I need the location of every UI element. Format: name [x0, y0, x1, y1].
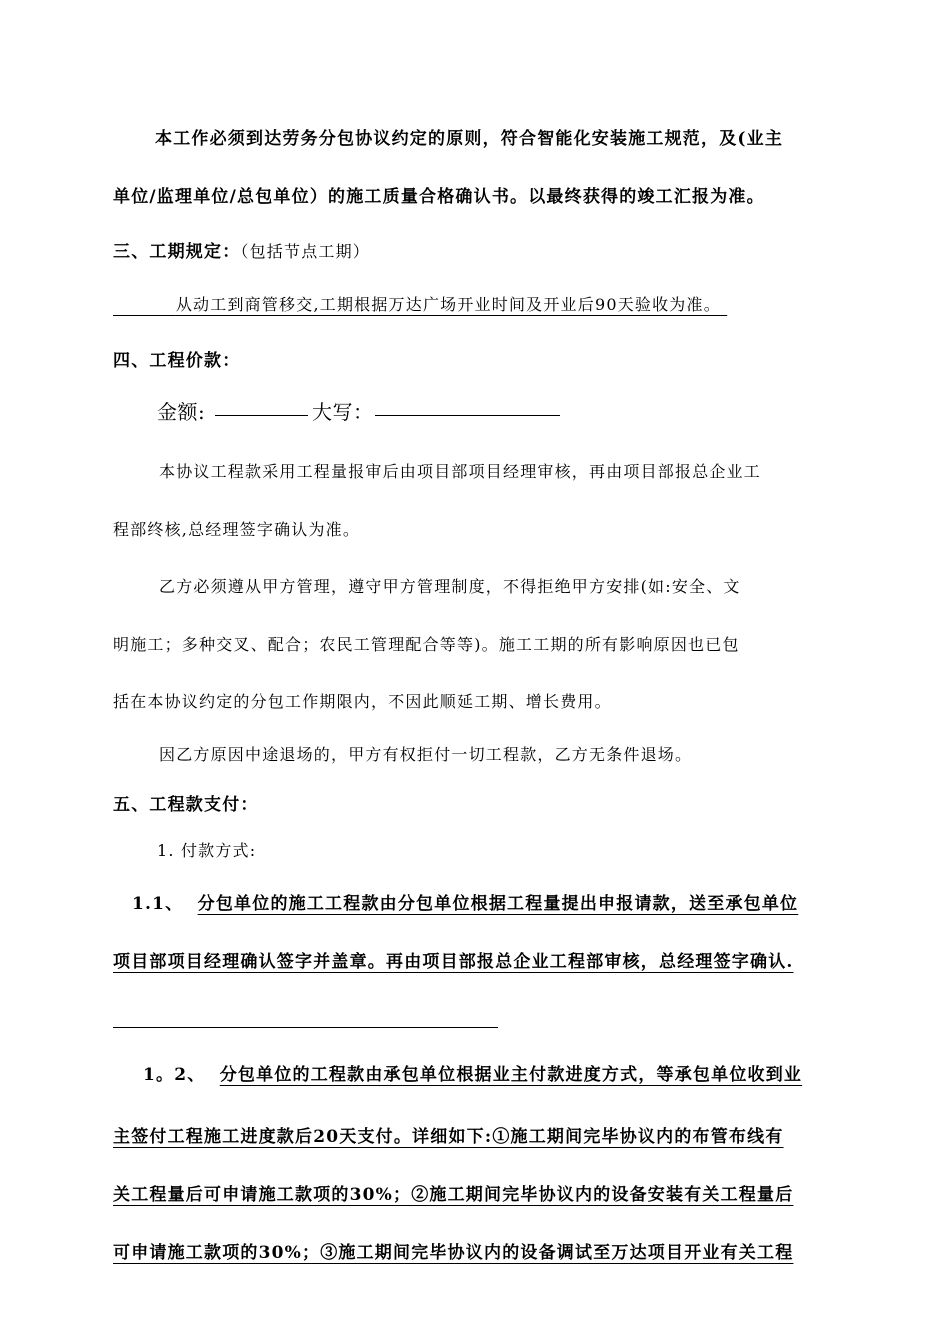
item-1-payment-method: 1. 付款方式: [157, 841, 257, 860]
item-1-2-row [143, 1060, 802, 1085]
schedule-text: 从动工到商管移交,工期根据万达广场开业时间及开业后90天验收为准。 [175, 295, 721, 314]
schedule-line [113, 292, 727, 315]
item-1-1-row [132, 889, 798, 914]
para-management-line3: 括在本协议约定的分包工作期限内，不因此顺延工期、增长费用。 [113, 692, 612, 711]
section-5-heading: 五、工程款支付： [113, 795, 259, 815]
amount-blank-line [215, 415, 308, 416]
amount-label: 金额: [157, 400, 206, 424]
section-3-heading-row [113, 237, 370, 262]
section-3-note: （包括节点工期） [240, 242, 371, 261]
section-4-heading: 四、工程价款： [113, 351, 241, 371]
item-1-2-line3: 关工程量后可申请施工款项的30%；②施工期间完毕协议内的设备安装有关工程量后 [113, 1185, 794, 1205]
separator-line [113, 1027, 498, 1028]
para-management-line1: 乙方必须遵从甲方管理，遵守甲方管理制度，不得拒绝甲方安排(如:安全、文 [159, 577, 741, 596]
para-quality-line1: 本工作必须到达劳务分包协议约定的原则，符合智能化安装施工规范，及(业主 [155, 129, 784, 149]
item-1-2-line2: 主签付工程施工进度款后20天支付。详细如下:①施工期间完毕协议内的布管布线有 [113, 1127, 784, 1147]
capital-label: 大写： [312, 400, 374, 424]
item-1-1-line2: 项目部项目经理确认签字并盖章。再由项目部报总企业工程部审核，总经理签字确认. [113, 952, 794, 972]
item-1-2-line1: 分包单位的工程款由承包单位根据业主付款进度方式，等承包单位收到业 [219, 1065, 803, 1085]
capital-blank-line [375, 415, 560, 416]
para-payment-review-line2: 程部终核,总经理签字确认为准。 [113, 520, 361, 539]
para-payment-review-line1: 本协议工程款采用工程量报审后由项目部项目经理审核，再由项目部报总企业工 [159, 462, 762, 481]
item-1-1-number: 1.1、 [132, 894, 184, 914]
item-1-1-line1: 分包单位的施工工程款由分包单位根据工程量提出申报请款，送至承包单位 [197, 894, 799, 914]
para-quality-line2: 单位/监理单位/总包单位）的施工质量合格确认书。以最终获得的竣工汇报为准。 [113, 187, 765, 207]
para-withdrawal: 因乙方原因中途退场的，甲方有权拒付一切工程款，乙方无条件退场。 [159, 745, 693, 764]
item-1-2-line4: 可申请施工款项的30%；③施工期间完毕协议内的设备调试至万达项目开业有关工程 [113, 1243, 794, 1263]
para-management-line2: 明施工；多种交叉、配合；农民工管理配合等等)。施工工期的所有影响原因也已包 [113, 635, 740, 654]
section-3-heading: 三、工期规定： [113, 242, 241, 262]
item-1-2-number: 1。2、 [143, 1065, 206, 1085]
